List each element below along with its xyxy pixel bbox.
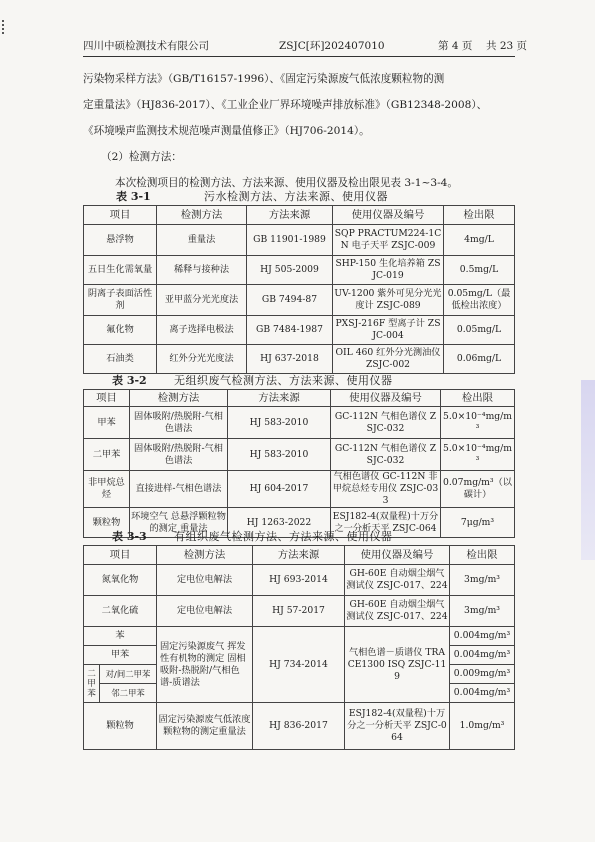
table-row (84, 225, 515, 256)
cell-instrument: 气相色谱仪 GC-112N 非甲烷总烃专用仪 ZSJC-033 (331, 471, 441, 508)
cell-source: HJ 583-2010 (228, 407, 331, 439)
cell-instrument: ESJ182-4(双量程)十万分之一分析天平 ZSJC-064 (331, 508, 441, 538)
table1-number: 表 3-1 (116, 190, 151, 203)
table2-title: 无组织废气检测方法、方法来源、使用仪器 (174, 374, 393, 387)
cell-limit: 5.0×10⁻⁴mg/m³ (441, 407, 515, 439)
table3-title: 有组织废气检测方法、方法来源、使用仪器 (174, 530, 393, 543)
cell-method: 固体吸附/热脱附-气相色谱法 (130, 439, 228, 471)
table-fugitive-gas (83, 389, 515, 538)
table2-header: 项目 (84, 390, 130, 407)
cell-instrument: ESJ182-4(双量程)十万分之一分析天平 ZSJC-064 (345, 703, 450, 750)
table-row (84, 596, 515, 627)
cell-limit: 5.0×10⁻⁴mg/m³ (441, 439, 515, 471)
table2-header: 检出限 (441, 390, 515, 407)
table-row (84, 285, 515, 316)
table1-header: 检测方法 (157, 206, 247, 225)
cell-limit: 0.06mg/L (444, 345, 515, 374)
table-wastewater (83, 205, 515, 374)
page-number: 第 4 页 (438, 40, 473, 52)
company-name: 四川中硕检测技术有限公司 (83, 40, 209, 52)
cell-method: 固定污染源废气 挥发性有机物的测定 固相吸附-热脱附/气相色谱-质谱法 (157, 627, 253, 703)
cell-item: 阴离子表面活性剂 (84, 285, 157, 316)
cell-source: HJ 637-2018 (247, 345, 333, 374)
cell-method: 直接进样-气相色谱法 (130, 471, 228, 508)
cell-limit: 0.07mg/m³（以碳计） (441, 471, 515, 508)
cell-limit: 1.0mg/m³ (450, 703, 515, 750)
cell-method: 离子选择电极法 (157, 316, 247, 345)
body-line-3: 《环境噪声监测技术规范噪声测量值修正》（HJ706-2014）。 (83, 125, 370, 137)
cell-item: 二甲苯 (84, 439, 130, 471)
cell-instrument: PXSJ-216F 型离子计 ZSJC-004 (333, 316, 444, 345)
table3-header: 检测方法 (157, 546, 253, 565)
cell-limit: 3mg/m³ (450, 565, 515, 596)
table3-header: 检出限 (450, 546, 515, 565)
table3-header: 方法来源 (253, 546, 345, 565)
table3-header: 使用仪器及编号 (345, 546, 450, 565)
cell-limit: 0.004mg/m³ (450, 627, 515, 646)
table2-header-row (84, 390, 515, 407)
cell-source: HJ 836-2017 (253, 703, 345, 750)
cell-instrument: SQP PRACTUM224-1CN 电子天平 ZSJC-009 (333, 225, 444, 256)
cell-item: 甲苯 (84, 407, 130, 439)
cell-limit: 3mg/m³ (450, 596, 515, 627)
table-row (84, 703, 515, 750)
cell-instrument: 气相色谱－质谱仪 TRACE1300 ISQ ZSJC-119 (345, 627, 450, 703)
cell-source: HJ 57-2017 (253, 596, 345, 627)
cell-source: HJ 734-2014 (253, 627, 345, 703)
cell-instrument: GH-60E 自动烟尘烟气测试仪 ZSJC-017、224 (345, 596, 450, 627)
cell-method: 定电位电解法 (157, 596, 253, 627)
cell-limit: 0.004mg/m³ (450, 646, 515, 665)
cell-source: HJ 693-2014 (253, 565, 345, 596)
cell-item: 五日生化需氧量 (84, 256, 157, 285)
table-row (84, 316, 515, 345)
table2-header: 使用仪器及编号 (331, 390, 441, 407)
cell-instrument: SHP-150 生化培养箱 ZSJC-019 (333, 256, 444, 285)
cell-item: 氮氧化物 (84, 565, 157, 596)
cell-item: 悬浮物 (84, 225, 157, 256)
body-line-2: 定重量法》（HJ836-2017）、《工业企业厂界环境噪声排放标准》（GB12348-2008）、 (83, 99, 488, 111)
cell-method: 亚甲蓝分光光度法 (157, 285, 247, 316)
cell-limit: 0.05mg/L (444, 316, 515, 345)
cell-source: HJ 604-2017 (228, 471, 331, 508)
cell-source: GB 7494-87 (247, 285, 333, 316)
table-row (84, 565, 515, 596)
table3-number: 表 3-3 (112, 530, 147, 543)
table-row (84, 471, 515, 508)
cell-method: 环境空气 总悬浮颗粒物的测定 重量法 (130, 508, 228, 538)
intro-text: 本次检测项目的检测方法、方法来源、使用仪器及检出限见表 3-1~3-4。 (115, 177, 458, 189)
cell-item: 石油类 (84, 345, 157, 374)
cell-item: 甲苯 (84, 646, 157, 665)
cell-item: 对/间二甲苯 (100, 665, 157, 684)
cell-item: 邻二甲苯 (100, 684, 157, 703)
table2-number: 表 3-2 (112, 374, 147, 387)
cell-method: 稀释与接种法 (157, 256, 247, 285)
cell-source: HJ 583-2010 (228, 439, 331, 471)
cell-instrument: UV-1200 紫外可见分光光度计 ZSJC-089 (333, 285, 444, 316)
cell-method: 红外分光光度法 (157, 345, 247, 374)
table-row (84, 439, 515, 471)
table-row (84, 407, 515, 439)
cell-method: 定电位电解法 (157, 565, 253, 596)
table1-header: 检出限 (444, 206, 515, 225)
cell-item: 颗粒物 (84, 703, 157, 750)
cell-method: 固体吸附/热脱附-气相色谱法 (130, 407, 228, 439)
table-organized-gas (83, 545, 515, 750)
cell-source: GB 7484-1987 (247, 316, 333, 345)
cell-item: 非甲烷总烃 (84, 471, 130, 508)
cell-instrument: GC-112N 气相色谱仪 ZSJC-032 (331, 407, 441, 439)
table1-header: 方法来源 (247, 206, 333, 225)
cell-instrument: GH-60E 自动烟尘烟气测试仪 ZSJC-017、224 (345, 565, 450, 596)
cell-method: 固定污染源废气低浓度颗粒物的测定重量法 (157, 703, 253, 750)
table-row (84, 345, 515, 374)
cell-instrument: GC-112N 气相色谱仪 ZSJC-032 (331, 439, 441, 471)
cell-group: 二甲苯 (84, 665, 100, 703)
section-heading: （2）检测方法： (101, 151, 182, 163)
cell-source: GB 11901-1989 (247, 225, 333, 256)
cell-item: 氟化物 (84, 316, 157, 345)
cell-item: 二氧化硫 (84, 596, 157, 627)
cell-method: 重量法 (157, 225, 247, 256)
cell-limit: 0.009mg/m³ (450, 665, 515, 684)
table1-header: 项目 (84, 206, 157, 225)
binding-mark (2, 20, 7, 34)
page-header (83, 38, 528, 54)
cell-limit: 0.5mg/L (444, 256, 515, 285)
table-row (84, 256, 515, 285)
cell-limit: 0.004mg/m³ (450, 684, 515, 703)
page-total: 共 23 页 (486, 40, 528, 52)
body-line-1: 污染物采样方法》（GB/T16157-1996）、《固定污染源废气低浓度颗粒物的测 (83, 73, 445, 85)
table1-header: 使用仪器及编号 (333, 206, 444, 225)
cell-source: HJ 1263-2022 (228, 508, 331, 538)
cell-limit: 0.05mg/L（最低检出浓度） (444, 285, 515, 316)
table3-header: 项目 (84, 546, 157, 565)
cell-item: 颗粒物 (84, 508, 130, 538)
seal-stamp-edge (581, 380, 595, 560)
table2-header: 检测方法 (130, 390, 228, 407)
header-rule (83, 56, 515, 57)
report-number: ZSJC[环]202407010 (279, 40, 385, 52)
table1-header-row (84, 206, 515, 225)
cell-limit: 7μg/m³ (441, 508, 515, 538)
table1-title: 污水检测方法、方法来源、使用仪器 (204, 190, 388, 203)
cell-limit: 4mg/L (444, 225, 515, 256)
table2-header: 方法来源 (228, 390, 331, 407)
table3-header-row (84, 546, 515, 565)
table-row (84, 627, 515, 646)
cell-source: HJ 505-2009 (247, 256, 333, 285)
cell-item: 苯 (84, 627, 157, 646)
cell-instrument: OIL 460 红外分光测油仪 ZSJC-002 (333, 345, 444, 374)
